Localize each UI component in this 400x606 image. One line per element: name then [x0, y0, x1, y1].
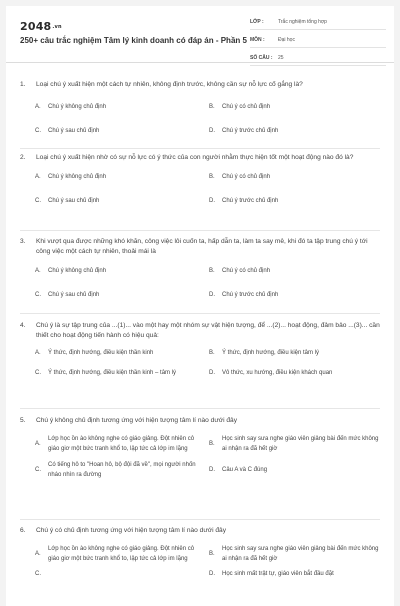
- option-letter: C.: [35, 370, 41, 376]
- question-4: [20, 321, 380, 379]
- divider: [20, 408, 380, 409]
- option-d[interactable]: [209, 195, 379, 207]
- option-letter: A.: [35, 104, 41, 110]
- question-text: Chú ý có chủ định tương ứng với hiện tượng tâm lí nào dưới đây: [36, 527, 227, 534]
- question-6: [20, 526, 380, 580]
- option-text: Có tiếng hô to "Hoan hô, bộ đội đã về", mọi người nhốn nháo nhìn ra đường: [48, 462, 196, 478]
- meta-label: SỐ CÂU :: [250, 55, 273, 61]
- option-text: Chú ý có chủ định: [222, 268, 271, 274]
- option-letter: B.: [209, 350, 215, 356]
- options: [35, 434, 380, 480]
- question-stem: [20, 416, 380, 426]
- meta-label: LỚP :: [250, 19, 264, 25]
- option-text: Chú ý trước chủ định: [222, 128, 279, 134]
- question-1: [20, 80, 380, 137]
- option-letter: A.: [35, 174, 41, 180]
- option-c[interactable]: [35, 460, 205, 480]
- option-a[interactable]: [35, 171, 205, 183]
- options: [35, 347, 380, 379]
- option-a[interactable]: [35, 347, 205, 359]
- option-letter: C.: [35, 128, 41, 134]
- meta-value: Đại học: [278, 37, 295, 43]
- option-letter: D.: [209, 467, 215, 473]
- question-stem: [20, 80, 380, 90]
- meta-value: Trắc nghiệm tổng hợp: [278, 19, 327, 25]
- divider: [20, 148, 380, 149]
- option-letter: D.: [209, 571, 215, 577]
- question-text: Chú ý không chủ định tương ứng với hiện tượng tâm lí nào dưới đây: [36, 417, 238, 424]
- option-text: Chú ý có chủ định: [222, 174, 271, 180]
- meta-table: [250, 15, 386, 69]
- option-a[interactable]: [35, 434, 205, 454]
- meta-row-class: [250, 15, 386, 30]
- option-text: Chú ý trước chủ định: [222, 198, 279, 204]
- option-b[interactable]: [209, 171, 379, 183]
- question-number: 1.: [20, 81, 26, 88]
- option-text: Chú ý sau chủ định: [48, 292, 100, 298]
- option-b[interactable]: [209, 101, 379, 113]
- options: [35, 171, 380, 207]
- document-header: [6, 6, 394, 63]
- option-text: Ý thức, định hướng, điều kiện thần kinh: [48, 350, 154, 356]
- option-c[interactable]: [35, 195, 205, 207]
- options: [35, 544, 380, 580]
- option-letter: B.: [209, 268, 215, 274]
- option-text: Câu A và C đúng: [222, 467, 268, 473]
- site-logo[interactable]: [20, 20, 62, 33]
- option-letter: A.: [35, 551, 41, 557]
- option-text: Chú ý sau chủ định: [48, 128, 100, 134]
- document-page: [6, 6, 394, 606]
- question-stem: [20, 237, 380, 257]
- option-letter: D.: [209, 370, 215, 376]
- option-text: Ý thức, định hướng, điều kiện tâm lý: [222, 350, 320, 356]
- option-c[interactable]: [35, 568, 205, 580]
- meta-value: 25: [278, 55, 284, 61]
- option-letter: A.: [35, 441, 41, 447]
- question-text: Loại chú ý xuất hiện một cách tự nhiên, không định trước, không cần sự nỗ lực cố gắng là?: [36, 81, 303, 88]
- question-number: 6.: [20, 527, 26, 534]
- option-b[interactable]: [209, 434, 379, 454]
- question-2: [20, 153, 380, 207]
- option-text: Ý thức, định hướng, điều kiện thần kinh – tâm lý: [48, 370, 177, 376]
- option-letter: B.: [209, 104, 215, 110]
- meta-row-count: [250, 51, 386, 66]
- option-text: Chú ý không chủ định: [48, 268, 107, 274]
- option-text: Học sinh say sưa nghe giáo viên giảng bài đến mức không ai nhận ra đã hết giờ: [222, 546, 379, 562]
- option-letter: D.: [209, 198, 215, 204]
- option-letter: A.: [35, 350, 41, 356]
- question-number: 3.: [20, 238, 26, 245]
- option-d[interactable]: [209, 289, 379, 301]
- page-title: 250+ câu trắc nghiệm Tâm lý kinh doanh có đáp án - Phần 5: [20, 36, 247, 45]
- option-d[interactable]: [209, 568, 379, 580]
- logo-suffix: .vn: [52, 24, 62, 30]
- option-text: Lớp học ồn ào không nghe có giáo giảng. Đột nhiên cô giáo giơ một bức tranh khổ to, lập tức cả lớp im lặng: [48, 546, 195, 562]
- option-b[interactable]: [209, 544, 379, 564]
- question-text: Khi vượt qua được những khó khăn, công việc lôi cuốn ta, hấp dẫn ta, làm ta say mê, khi đó ta tập trung chú ý tới công việc một cách tự nhiên, thoải mái là: [36, 238, 368, 255]
- divider: [20, 313, 380, 314]
- meta-row-subject: [250, 33, 386, 48]
- divider: [20, 519, 380, 520]
- option-letter: C.: [35, 571, 41, 577]
- option-letter: A.: [35, 268, 41, 274]
- option-b[interactable]: [209, 347, 379, 359]
- option-text: Chú ý không chủ định: [48, 174, 107, 180]
- question-text: Chú ý là sự tập trung của ...(1)... vào một hay một nhóm sự vật hiện tượng, để ...(2)... hoạt động, đảm bảo ...(3)... cần thiết cho hoạt động tiến hành có hiệu quả:: [36, 322, 380, 339]
- option-letter: B.: [209, 551, 215, 557]
- option-letter: C.: [35, 467, 41, 473]
- option-text: Vô thức, xu hướng, điều kiện khách quan: [222, 370, 333, 376]
- option-text: Học sinh say sưa nghe giáo viên giảng bài đến mức không ai nhận ra đã hết giờ: [222, 436, 379, 452]
- options: [35, 265, 380, 301]
- question-stem: [20, 526, 380, 536]
- meta-label: MÔN :: [250, 37, 265, 43]
- question-number: 2.: [20, 154, 26, 161]
- option-c[interactable]: [35, 289, 205, 301]
- option-text: Chú ý trước chủ định: [222, 292, 279, 298]
- option-letter: B.: [209, 441, 215, 447]
- option-letter: D.: [209, 292, 215, 298]
- question-number: 5.: [20, 417, 26, 424]
- option-d[interactable]: [209, 367, 379, 379]
- option-a[interactable]: [35, 101, 205, 113]
- option-letter: B.: [209, 174, 215, 180]
- question-3: [20, 237, 380, 301]
- logo-text: 2048: [20, 20, 52, 33]
- option-text: Lớp học ồn ào không nghe có giáo giảng. Đột nhiên cô giáo giơ một bức tranh khổ to, lập tức cả lớp im lặng: [48, 436, 195, 452]
- option-d[interactable]: [209, 460, 379, 480]
- divider: [20, 230, 380, 231]
- option-b[interactable]: [209, 265, 379, 277]
- option-text: Chú ý có chủ định: [222, 104, 271, 110]
- option-letter: C.: [35, 198, 41, 204]
- options: [35, 101, 380, 137]
- option-c[interactable]: [35, 125, 205, 137]
- question-text: Loại chú ý xuất hiện nhờ có sự nỗ lực có ý thức của con người nhằm thực hiện tốt một hoạt động nào đó là?: [36, 154, 354, 161]
- question-stem: [20, 153, 380, 163]
- question-5: [20, 416, 380, 480]
- option-letter: D.: [209, 128, 215, 134]
- option-text: Chú ý sau chủ định: [48, 198, 100, 204]
- option-a[interactable]: [35, 265, 205, 277]
- option-letter: C.: [35, 292, 41, 298]
- option-text: Học sinh mất trật tự, giáo viên bắt đầu đặt: [222, 571, 334, 577]
- question-number: 4.: [20, 322, 26, 329]
- option-c[interactable]: [35, 367, 205, 379]
- option-d[interactable]: [209, 125, 379, 137]
- option-text: Chú ý không chủ định: [48, 104, 107, 110]
- option-a[interactable]: [35, 544, 205, 564]
- question-stem: [20, 321, 380, 341]
